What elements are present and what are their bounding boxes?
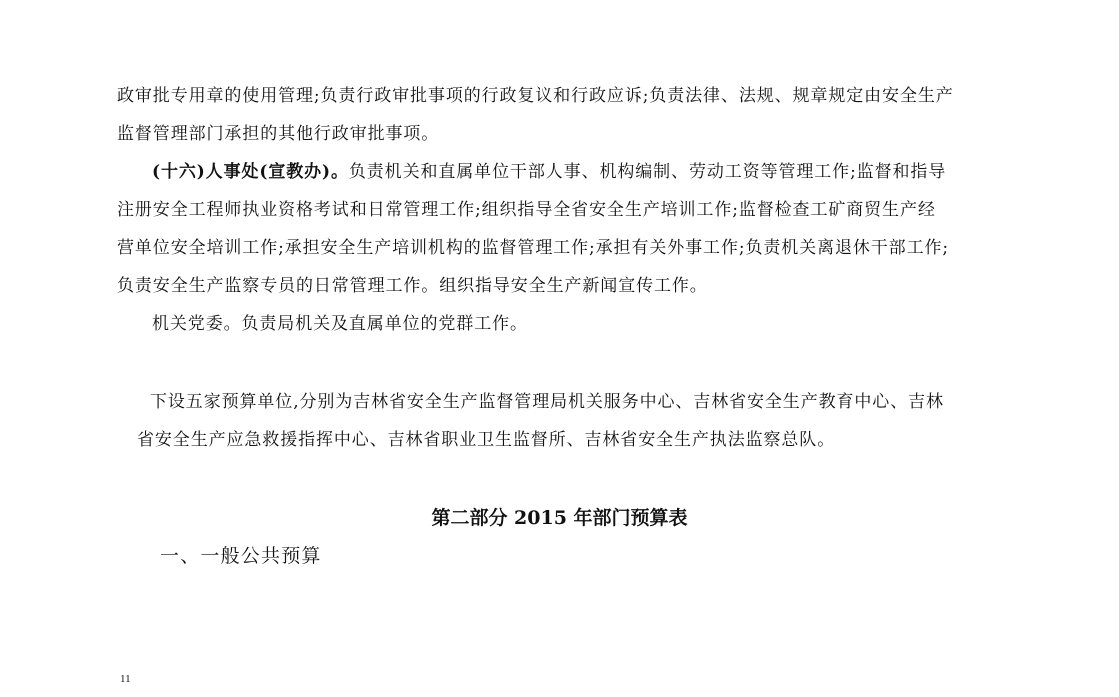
subsection-title: 一、一般公共预算 <box>160 545 322 567</box>
paragraph-line: 注册安全工程师执业资格考试和日常管理工作;组织指导全省安全生产培训工作;监督检查工矿商贸生产经 <box>117 200 936 220</box>
paragraph-line: 营单位安全培训工作;承担安全生产培训机构的监督管理工作;承担有关外事工作;负责机关离退休干部工作; <box>117 238 950 258</box>
paragraph-line <box>152 160 946 184</box>
paragraph-line: 政审批专用章的使用管理;负责行政审批事项的行政复议和行政应诉;负责法律、法规、规章规定由安全生产 <box>117 86 954 106</box>
paragraph-line: 机关党委。负责局机关及直属单位的党群工作。 <box>152 314 528 334</box>
section-title: 第二部分 2015 年部门预算表 <box>431 507 688 529</box>
paragraph-line: 下设五家预算单位,分别为吉林省安全生产监督管理局机关服务中心、吉林省安全生产教育中心、吉林 <box>150 392 944 412</box>
department-heading: (十六)人事处(宣教办)。 <box>152 162 349 182</box>
paragraph-line: 省安全生产应急救援指挥中心、吉林省职业卫生监督所、吉林省安全生产执法监察总队。 <box>137 430 836 450</box>
page-number: 11 <box>120 673 131 685</box>
paragraph-line: 监督管理部门承担的其他行政审批事项。 <box>117 124 440 144</box>
paragraph-line: 负责安全生产监察专员的日常管理工作。组织指导安全生产新闻宣传工作。 <box>117 276 708 296</box>
paragraph-text: 负责机关和直属单位干部人事、机构编制、劳动工资等管理工作;监督和指导 <box>348 162 947 182</box>
